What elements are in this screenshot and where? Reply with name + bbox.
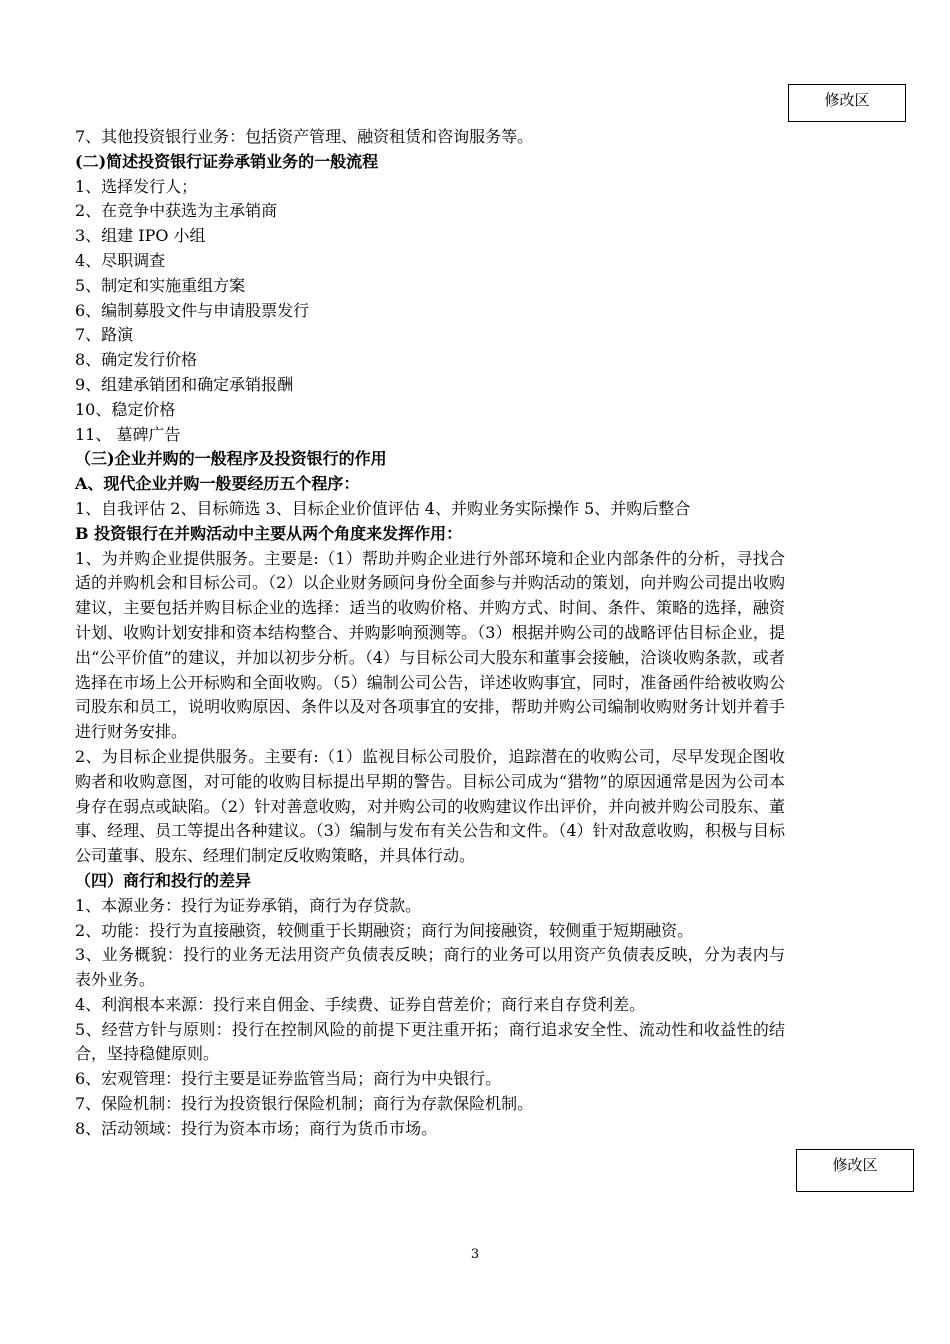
subheading-b-ib-roles: B 投资银行在并购活动中主要从两个角度来发挥作用： xyxy=(75,523,463,543)
heading-underwriting-process: (二)简述投资银行证券承销业务的一般流程 xyxy=(75,151,379,171)
list-item-difference-5: 5、经营方针与原则：投行在控制风险的前提下更注重开拓；商行追求安全性、流动性和收益性的结合，坚持稳健原则。 xyxy=(75,1019,785,1064)
list-item-step-8: 8、确定发行价格 xyxy=(75,350,198,370)
list-item-difference-7: 7、保险机制：投行为投资银行保险机制；商行为存款保险机制。 xyxy=(75,1094,534,1114)
list-item-step-11: 11、 墓碑广告 xyxy=(75,424,181,444)
list-item-step-10: 10、稳定价格 xyxy=(75,399,176,419)
list-item-step-4: 4、尽职调查 xyxy=(75,250,166,270)
paragraph-serve-acquirer: 1、为并购企业提供服务。主要是:（1）帮助并购企业进行外部环境和企业内部条件的分析，寻找合适的并购机会和目标公司。（2）以企业财务顾问身份全面参与并购活动的策划，向并购公司提出收购建议，主要包括并购目标企业的选择：适当的收购价格、并购方式、时间、条件、策略的选择，融资计划、收购计划安排和资本结构整合、并购影响预测等。（3）根据并购公司的战略评估目标企业，提出“公平价值”的建议，并加以初步分析。（4）与目标公司大股东和董事会接触，洽谈收购条款，或者选择在市场上公开标购和全面收购。（5）编制公司公告，详述收购事宜，同时，准备函件给被收购公司股东和员工，说明收购原因、条件以及对各项事宜的安排，帮助并购公司编制收购财务计划并着手进行财务安排。 xyxy=(75,548,785,742)
list-item-step-2: 2、在竞争中获选为主承销商 xyxy=(75,201,278,221)
page-number: 3 xyxy=(470,1247,480,1262)
list-item-difference-1: 1、本源业务：投行为证券承销，商行为存贷款。 xyxy=(75,895,422,915)
document-body xyxy=(75,125,785,1142)
paragraph-other-ib-business: 7、其他投资银行业务：包括资产管理、融资租赁和咨询服务等。 xyxy=(75,127,534,146)
list-item-difference-8: 8、活动领域：投行为资本市场；商行为货币市场。 xyxy=(75,1118,438,1138)
heading-cb-vs-ib: （四）商行和投行的差异 xyxy=(75,870,252,890)
revision-area-box-top: 修改区 xyxy=(788,84,906,122)
list-item-difference-3: 3、业务概貌：投行的业务无法用资产负债表反映；商行的业务可以用资产负债表反映，分为表内与表外业务。 xyxy=(75,945,785,990)
list-item-step-7: 7、路演 xyxy=(75,325,134,345)
paragraph-serve-target: 2、为目标企业提供服务。主要有:（1）监视目标公司股价，追踪潜在的收购公司，尽早发现企图收购者和收购意图，对可能的收购目标提出早期的警告。目标公司成为“猎物”的原因通常是因为公司本身存在弱点或缺陷。（2）针对善意收购，对并购公司的收购建议作出评价，并向被并购公司股东、董事、经理、员工等提出各种建议。（3）编制与发布有关公告和文件。（4）针对敌意收购，积极与目标公司董事、股东、经理们制定反收购策略，并具体行动。 xyxy=(75,746,785,866)
paragraph-five-procedures: 1、自我评估 2、目标筛选 3、目标企业价值评估 4、并购业务实际操作 5、并购后整合 xyxy=(75,498,691,518)
list-item-step-6: 6、编制募股文件与申请股票发行 xyxy=(75,300,310,320)
list-item-step-5: 5、制定和实施重组方案 xyxy=(75,275,246,295)
list-item-step-9: 9、组建承销团和确定承销报酬 xyxy=(75,374,294,394)
list-item-difference-2: 2、功能：投行为直接融资，较侧重于长期融资；商行为间接融资，较侧重于短期融资。 xyxy=(75,920,694,940)
list-item-difference-4: 4、利润根本来源：投行来自佣金、手续费、证券自营差价；商行来自存贷利差。 xyxy=(75,994,646,1014)
revision-area-box-bottom: 修改区 xyxy=(796,1149,914,1192)
subheading-a-five-procedures: A、现代企业并购一般要经历五个程序： xyxy=(75,474,360,494)
list-item-difference-6: 6、宏观管理：投行主要是证券监管当局；商行为中央银行。 xyxy=(75,1069,502,1089)
heading-ma-procedure: （三)企业并购的一般程序及投资银行的作用 xyxy=(75,449,387,469)
list-item-step-1: 1、选择发行人； xyxy=(75,176,198,196)
list-item-step-3: 3、组建 IPO 小组 xyxy=(75,226,206,246)
